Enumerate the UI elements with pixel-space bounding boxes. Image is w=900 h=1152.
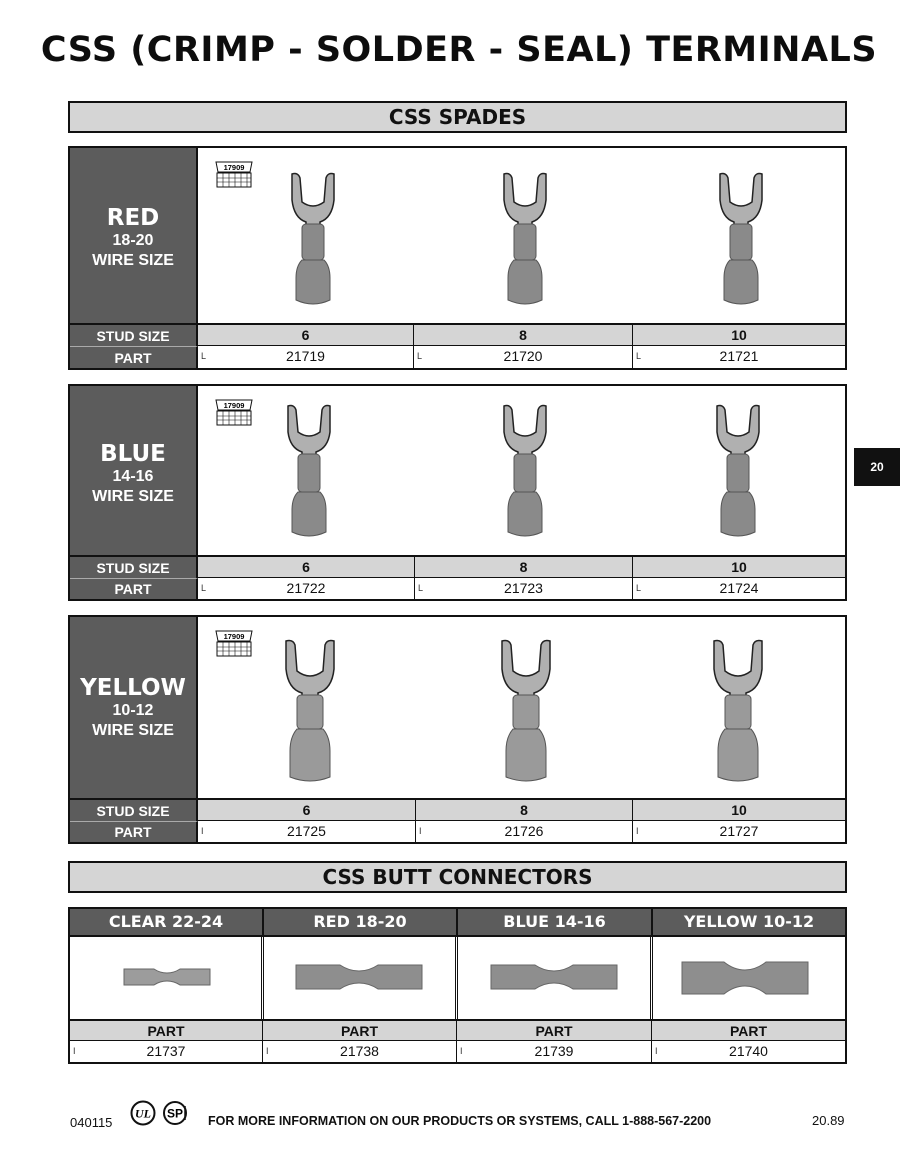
part-prefix: L (201, 583, 207, 593)
part-prefix: I (201, 826, 204, 836)
part-number[interactable]: 21719 (286, 348, 325, 364)
tray-icon (214, 160, 254, 190)
tray-code: 17909 (223, 632, 245, 641)
tray-icon (214, 398, 254, 428)
butt-connectors-heading: CSS BUTT CONNECTORS (68, 861, 847, 893)
part-prefix: L (636, 351, 642, 361)
wire-size-label: WIRE SIZE (92, 488, 174, 505)
butt-connectors-table (68, 907, 847, 1064)
part-prefix: I (460, 1046, 463, 1056)
ul-logo-icon (130, 1100, 156, 1126)
part-number[interactable]: 21726 (504, 823, 544, 839)
part-number[interactable]: 21722 (286, 580, 326, 596)
stud-size-row (198, 555, 845, 578)
spade-terminal-image (284, 402, 334, 540)
tray-icon (214, 629, 254, 659)
gauge-range: 18-20 (112, 232, 154, 249)
part-prefix: L (636, 583, 642, 593)
stud-size-value: 8 (414, 557, 632, 577)
stud-size-value: 10 (632, 800, 845, 820)
butt-part-label: PART (262, 1019, 456, 1041)
color-panel (70, 386, 198, 555)
part-prefix: L (201, 351, 207, 361)
spade-terminal-image (288, 170, 338, 308)
footer-info-text: FOR MORE INFORMATION ON OUR PRODUCTS OR SYSTEMS, CALL 1-888-567-2200 (208, 1114, 712, 1128)
stud-size-value: 10 (632, 557, 845, 577)
stud-size-label: STUD SIZE (70, 555, 198, 578)
spade-terminal-image (710, 637, 766, 785)
stud-size-value: 10 (632, 325, 845, 345)
part-prefix: I (73, 1046, 76, 1056)
spade-terminal-image (500, 402, 550, 540)
butt-column-header: CLEAR 22-24 (70, 909, 262, 935)
part-prefix: I (636, 826, 639, 836)
part-number[interactable]: 21737 (146, 1043, 186, 1059)
spades-heading: CSS SPADES (68, 101, 847, 133)
part-number[interactable]: 21739 (534, 1043, 574, 1059)
stud-size-row (198, 323, 845, 346)
color-panel (70, 148, 198, 323)
part-prefix: L (418, 583, 424, 593)
part-number[interactable]: 21721 (719, 348, 759, 364)
stud-size-label: STUD SIZE (70, 323, 198, 346)
section-tab[interactable]: 20 (854, 448, 900, 486)
spade-terminal-image (716, 170, 766, 308)
butt-connector-image (122, 966, 212, 988)
color-name: RED (106, 205, 160, 231)
part-number[interactable]: 21720 (503, 348, 543, 364)
butt-column-header: BLUE 14-16 (456, 909, 651, 935)
part-label: PART (70, 821, 198, 842)
tray-code: 17909 (223, 401, 245, 410)
tray-code: 17909 (223, 163, 245, 172)
spade-terminal-image (713, 402, 763, 540)
stud-size-row (198, 798, 845, 821)
part-label: PART (70, 346, 198, 368)
part-number[interactable]: 21740 (729, 1043, 768, 1059)
footer-code: 040115 (70, 1115, 113, 1130)
spade-group-red (68, 146, 847, 370)
svg-text:SP: SP (166, 1106, 184, 1121)
part-prefix: L (417, 351, 423, 361)
wire-size-label: WIRE SIZE (92, 722, 174, 739)
part-row (198, 578, 845, 599)
csa-logo-icon (163, 1100, 191, 1126)
butt-connector-image (294, 962, 424, 992)
color-name: BLUE (100, 441, 166, 467)
butt-column-header: YELLOW 10-12 (651, 909, 845, 935)
part-prefix: I (266, 1046, 269, 1056)
stud-size-value: 6 (301, 327, 310, 343)
gauge-range: 14-16 (112, 468, 154, 485)
stud-size-label: STUD SIZE (70, 798, 198, 821)
gauge-range: 10-12 (112, 702, 154, 719)
part-prefix: I (419, 826, 422, 836)
butt-part-label: PART (70, 1019, 262, 1041)
color-panel (70, 617, 198, 798)
color-name: YELLOW (80, 675, 186, 701)
part-number[interactable]: 21727 (719, 823, 759, 839)
butt-part-label: PART (456, 1019, 651, 1041)
stud-size-value: 6 (302, 802, 311, 818)
butt-column-header: RED 18-20 (262, 909, 456, 935)
page-title: CSS (CRIMP - SOLDER - SEAL) TERMINALS (40, 30, 878, 70)
part-number[interactable]: 21738 (340, 1043, 379, 1059)
spade-group-blue (68, 384, 847, 601)
butt-connector-image (680, 959, 810, 997)
spade-terminal-image (500, 170, 550, 308)
stud-size-value: 6 (302, 559, 310, 575)
part-label: PART (70, 578, 198, 599)
part-row (198, 821, 845, 842)
stud-size-value: 8 (413, 325, 632, 345)
page-number: 20.89 (812, 1113, 845, 1128)
part-number[interactable]: 21724 (719, 580, 759, 596)
stud-size-value: 8 (415, 800, 632, 820)
spade-group-yellow (68, 615, 847, 844)
svg-text:UL: UL (135, 1106, 151, 1121)
part-number[interactable]: 21725 (287, 823, 326, 839)
butt-connector-image (489, 962, 619, 992)
butt-part-label: PART (651, 1019, 845, 1041)
spade-terminal-image (282, 637, 338, 785)
part-prefix: I (655, 1046, 658, 1056)
part-row (198, 346, 845, 368)
part-number[interactable]: 21723 (504, 580, 543, 596)
spade-terminal-image (498, 637, 554, 785)
wire-size-label: WIRE SIZE (92, 252, 174, 269)
